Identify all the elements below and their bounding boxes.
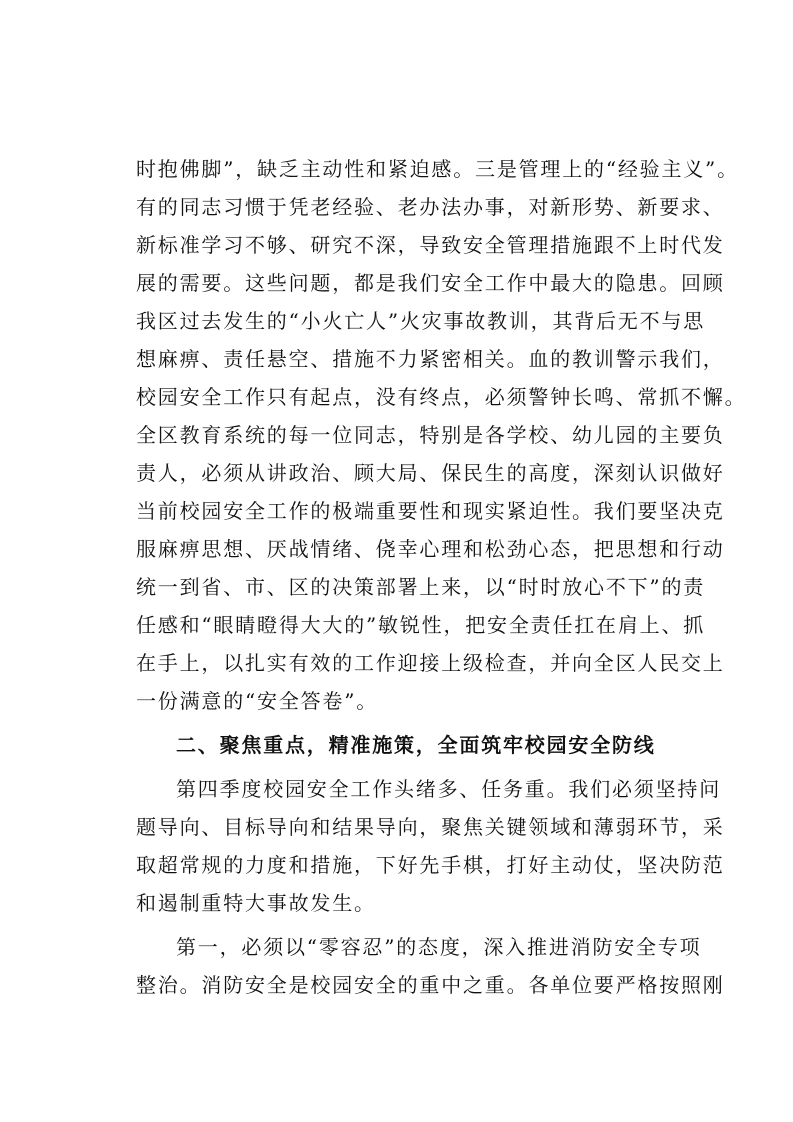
text-line: 和遏制重特大事故发生。 [136,891,376,915]
text-line: 时抱佛脚”，缺乏主动性和紧迫感。三是管理上的“经验主义”。 [136,157,739,181]
text-line: 整治。消防安全是校园安全的重中之重。各单位要严格按照刚 [136,973,725,997]
document-body [136,150,747,1004]
text-line: 有的同志习惯于凭老经验、老办法办事，对新形势、新要求、 [136,195,725,219]
heading-text: 二、聚焦重点，精准施策，全面筑牢校园安全防线 [176,733,656,757]
section-heading [136,726,688,764]
text-line: 我区过去发生的“小火亡人”火灾事故教训，其背后无不与思 [136,309,706,333]
text-line: 服麻痹思想、厌战情绪、侥幸心理和松劲心态，把思想和行动 [136,537,725,561]
text-line: 责人，必须从讲政治、顾大局、保民生的高度，深刻认识做好 [136,461,725,485]
text-line: 想麻痹、责任悬空、措施不力紧密相关。血的教训警示我们， [136,347,725,371]
paragraph-1 [136,150,747,720]
text-line: 在手上，以扎实有效的工作迎接上级检查，并向全区人民交上 [136,651,725,675]
text-line: 新标准学习不够、研究不深，导致安全管理措施跟不上时代发 [136,233,725,257]
text-line: 全区教育系统的每一位同志，特别是各学校、幼儿园的主要负 [136,423,725,447]
text-line: 第一，必须以“零容忍”的态度，深入推进消防安全专项 [176,935,702,959]
text-line: 校园安全工作只有起点，没有终点，必须警钟长鸣、常抓不懈。 [136,385,747,409]
text-line: 展的需要。这些问题，都是我们安全工作中最大的隐患。回顾 [136,271,725,295]
text-line: 题导向、目标导向和结果导向，聚焦关键领域和薄弱环节，采 [136,815,725,839]
text-line: 当前校园安全工作的极端重要性和现实紧迫性。我们要坚决克 [136,499,725,523]
text-line: 统一到省、市、区的决策部署上来，以“时时放心不下”的责 [136,575,706,599]
text-line: 第四季度校园安全工作头绪多、任务重。我们必须坚持问 [176,777,721,801]
text-line: 取超常规的力度和措施，下好先手棋，打好主动仗，坚决防范 [136,853,725,877]
paragraph-3 [136,928,725,1004]
text-line: 一份满意的“安全答卷”。 [136,689,379,713]
paragraph-2 [136,770,725,922]
text-line: 任感和“眼睛瞪得大大的”敏锐性，把安全责任扛在肩上、抓 [136,613,706,637]
